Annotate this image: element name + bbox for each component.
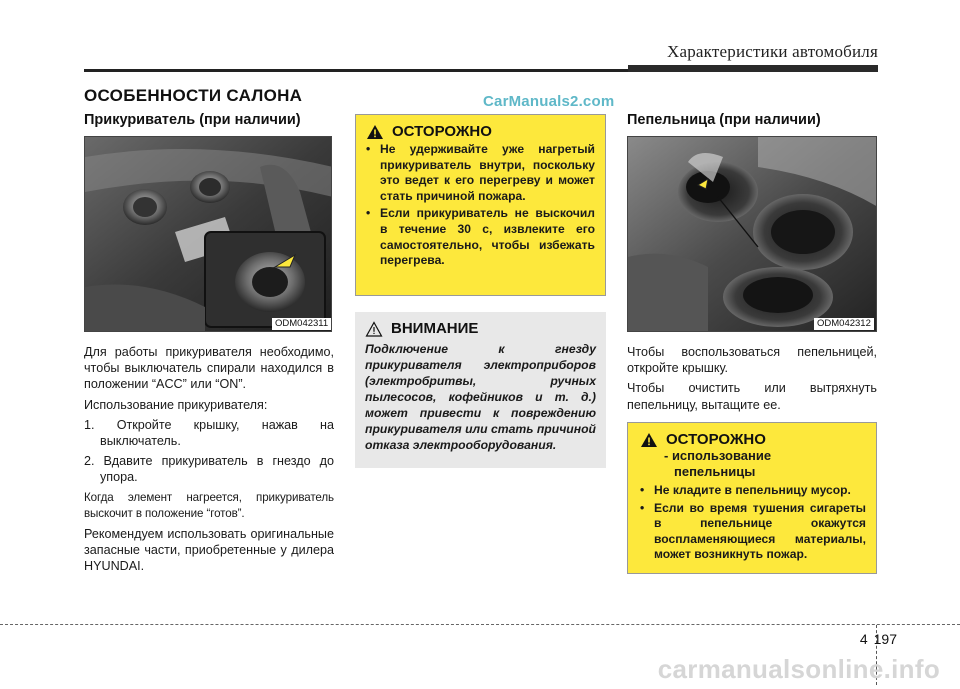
lighter-photo: [84, 136, 332, 332]
watermark-top: CarManuals2.com: [483, 93, 615, 110]
caution-outline-icon: [365, 321, 383, 337]
ashtray-photo: [627, 136, 877, 332]
ashtray-warning-item-text: Не кладите в пепельницу мусор.: [654, 483, 851, 497]
chapter-number: 4: [859, 631, 868, 647]
ashtray-text: [627, 344, 877, 417]
lighter-title: Прикуриватель (при наличии): [84, 112, 301, 128]
lighter-warning-item-text: Если прикуриватель не выскочил в течение 30 с, извлеките его самостоятельно, чтобы избежать перегрева.: [380, 206, 595, 268]
lighter-step-1: 1. Откройте крышку, нажав на выключатель.: [84, 417, 334, 449]
lighter-step-2: 2. Вдавите прикуриватель в гнездо до упора.: [84, 454, 334, 485]
running-header: Характеристики автомобиля: [667, 42, 878, 61]
lighter-warning-heading-row: [366, 123, 595, 140]
lighter-paragraph-2: Использование прикуривателя:: [84, 397, 268, 412]
lighter-paragraph-3: Когда элемент нагреется, прикуриватель выскочит в положение “готов”.: [84, 490, 334, 520]
warning-triangle-icon: [366, 124, 384, 140]
lighter-notice-heading-row: [365, 320, 596, 337]
ashtray-warning-box: [627, 422, 877, 574]
ashtray-warning-heading-row: [640, 431, 866, 448]
lighter-paragraph-4: Рекомендуем использовать оригинальные запасные части, приобретенные у дилера HYUNDAI.: [84, 527, 334, 574]
lighter-text: [84, 344, 334, 579]
page-number-value: 197: [873, 631, 897, 647]
header-rule-accent: [628, 65, 878, 72]
footer-rule: [0, 624, 960, 625]
lighter-warning-item: • Если прикуриватель не выскочил в течение 30 с, извлеките его самостоятельно, чтобы избежать перегрева.: [366, 206, 595, 268]
lighter-photo-label: ODM042311: [272, 318, 331, 330]
lighter-paragraph-1: Для работы прикуривателя необходимо, чтобы выключатель спирали находился в положении “ACC” или “ON”.: [84, 345, 334, 392]
ashtray-warning-subheading-1: - использование: [664, 448, 772, 463]
lighter-warning-box: [355, 114, 606, 296]
ashtray-warning-item-text: Если во время тушения сигареты в пепельнице окажутся воспламеняющиеся материалы, может возникнуть пожар.: [654, 500, 866, 562]
ashtray-warning-item: • Не кладите в пепельницу мусор.: [640, 483, 851, 497]
page-number: [860, 631, 897, 647]
ashtray-warning-item: • Если во время тушения сигареты в пепельнице окажутся воспламеняющиеся материалы, может возникнуть пожар.: [640, 500, 866, 562]
lighter-notice-text: Подключение к гнезду прикуривателя электроприборов (электробритвы, ручных пылесосов, кофейников и т. д.) может привести к повреждению прикуривателя или стать причиной отказа электрооборудования.: [365, 342, 596, 452]
ashtray-photo-image: [628, 137, 877, 332]
lighter-photo-image: [85, 137, 332, 332]
watermark-bottom: carmanualsonline.info: [657, 654, 940, 684]
lighter-warning-item-text: Не удерживайте уже нагретый прикуриватель внутри, поскольку это ведет к его перегреву и может стать причиной пожара.: [380, 142, 595, 203]
lighter-notice-heading: ВНИМАНИЕ: [391, 320, 479, 337]
ashtray-warning-heading: ОСТОРОЖНО: [666, 431, 766, 448]
ashtray-paragraph-1: Чтобы воспользоваться пепельницей, откройте крышку.: [627, 345, 877, 376]
lighter-warning-item: • Не удерживайте уже нагретый прикуриватель внутри, поскольку это ведет к его перегреву и может стать причиной пожара.: [366, 142, 595, 203]
ashtray-paragraph-2: Чтобы очистить или вытряхнуть пепельницу, вытащите ее.: [627, 381, 877, 412]
lighter-warning-heading: ОСТОРОЖНО: [392, 123, 492, 140]
lighter-notice-box: [355, 312, 606, 468]
warning-triangle-icon: [640, 432, 658, 448]
ashtray-photo-label: ODM042312: [814, 318, 874, 330]
section-title: ОСОБЕННОСТИ САЛОНА: [84, 86, 303, 105]
ashtray-title: Пепельница (при наличии): [627, 112, 821, 128]
ashtray-warning-subheading-2: пепельницы: [674, 464, 756, 479]
